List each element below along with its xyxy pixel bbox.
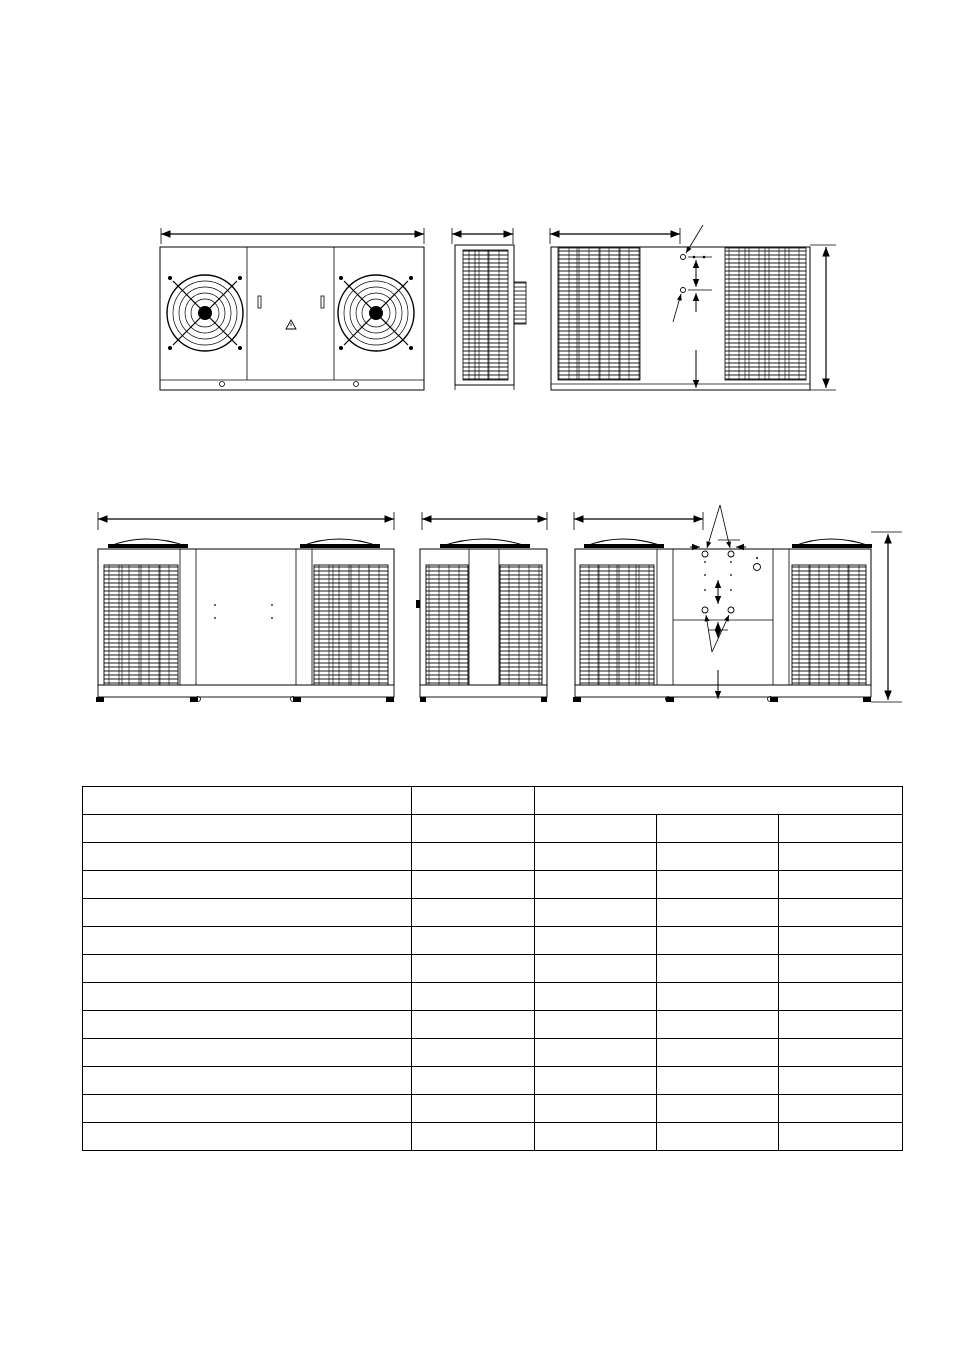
table-cell xyxy=(657,1095,779,1123)
bottom-side-view xyxy=(416,512,547,702)
table-cell xyxy=(779,1039,903,1067)
table-cell xyxy=(657,1123,779,1151)
table-cell xyxy=(535,983,657,1011)
table-row xyxy=(83,1011,903,1039)
table-cell xyxy=(535,1039,657,1067)
table-cell xyxy=(535,871,657,899)
table-subheader-row xyxy=(83,815,903,843)
table-row xyxy=(83,927,903,955)
header-models-cell xyxy=(535,787,903,815)
port-icon xyxy=(728,607,734,613)
table-cell xyxy=(412,1011,535,1039)
table-cell xyxy=(535,843,657,871)
table-cell xyxy=(535,1095,657,1123)
table-cell xyxy=(83,815,412,843)
top-rear-view xyxy=(550,225,836,390)
table-cell xyxy=(657,1011,779,1039)
table-cell xyxy=(412,815,535,843)
table-cell xyxy=(657,927,779,955)
table-cell xyxy=(83,1095,412,1123)
table-cell xyxy=(657,1039,779,1067)
table-cell xyxy=(779,843,903,871)
table-cell xyxy=(657,899,779,927)
port-icon xyxy=(728,551,734,557)
table-cell xyxy=(412,899,535,927)
handle-icon xyxy=(321,296,324,308)
table-row xyxy=(83,1095,903,1123)
table-cell xyxy=(657,1067,779,1095)
table-cell xyxy=(779,815,903,843)
table-cell xyxy=(779,1067,903,1095)
handle-icon xyxy=(258,296,261,308)
table-cell xyxy=(412,1039,535,1067)
table-row xyxy=(83,1123,903,1151)
fan-icon xyxy=(167,275,243,351)
table-header-row xyxy=(83,787,903,815)
table-row xyxy=(83,955,903,983)
table-cell xyxy=(412,1095,535,1123)
table-cell xyxy=(657,843,779,871)
table-cell xyxy=(83,1123,412,1151)
table-cell xyxy=(83,955,412,983)
table-cell xyxy=(535,1123,657,1151)
header-parameter-cell xyxy=(83,787,412,815)
table-cell xyxy=(83,1067,412,1095)
table-cell xyxy=(779,927,903,955)
table-cell xyxy=(83,927,412,955)
table-cell xyxy=(412,1123,535,1151)
table-cell xyxy=(535,955,657,983)
table-row xyxy=(83,899,903,927)
top-front-view xyxy=(160,228,424,390)
table-cell xyxy=(83,871,412,899)
table-cell xyxy=(535,815,657,843)
table-cell xyxy=(657,815,779,843)
port-icon xyxy=(702,551,708,557)
fan-icon xyxy=(338,275,414,351)
table-row xyxy=(83,983,903,1011)
table-cell xyxy=(83,1039,412,1067)
table-cell xyxy=(535,1067,657,1095)
table-cell xyxy=(412,843,535,871)
table-cell xyxy=(779,983,903,1011)
table-cell xyxy=(657,955,779,983)
table-row xyxy=(83,1039,903,1067)
table-cell xyxy=(412,927,535,955)
specification-table xyxy=(82,786,903,1151)
table-cell xyxy=(779,899,903,927)
table-row xyxy=(83,871,903,899)
bottom-front-view xyxy=(96,512,394,702)
table-cell xyxy=(412,983,535,1011)
header-unit-cell xyxy=(412,787,535,815)
table-cell xyxy=(535,1011,657,1039)
table-cell xyxy=(412,955,535,983)
table-cell xyxy=(412,1067,535,1095)
bottom-rear-view xyxy=(573,505,902,702)
port-icon xyxy=(681,288,686,293)
table-cell xyxy=(657,983,779,1011)
table-cell xyxy=(535,927,657,955)
table-cell xyxy=(779,1011,903,1039)
table-cell xyxy=(535,899,657,927)
table-cell xyxy=(83,899,412,927)
table-cell xyxy=(779,1123,903,1151)
table-cell xyxy=(83,1011,412,1039)
table-cell xyxy=(779,871,903,899)
table-row xyxy=(83,843,903,871)
port-icon xyxy=(702,607,708,613)
table-cell xyxy=(779,1095,903,1123)
table-cell xyxy=(779,955,903,983)
table-cell xyxy=(83,983,412,1011)
table-cell xyxy=(83,843,412,871)
port-icon xyxy=(681,255,686,260)
table-row xyxy=(83,1067,903,1095)
table-cell xyxy=(657,871,779,899)
top-side-view xyxy=(452,228,526,390)
table-cell xyxy=(412,871,535,899)
